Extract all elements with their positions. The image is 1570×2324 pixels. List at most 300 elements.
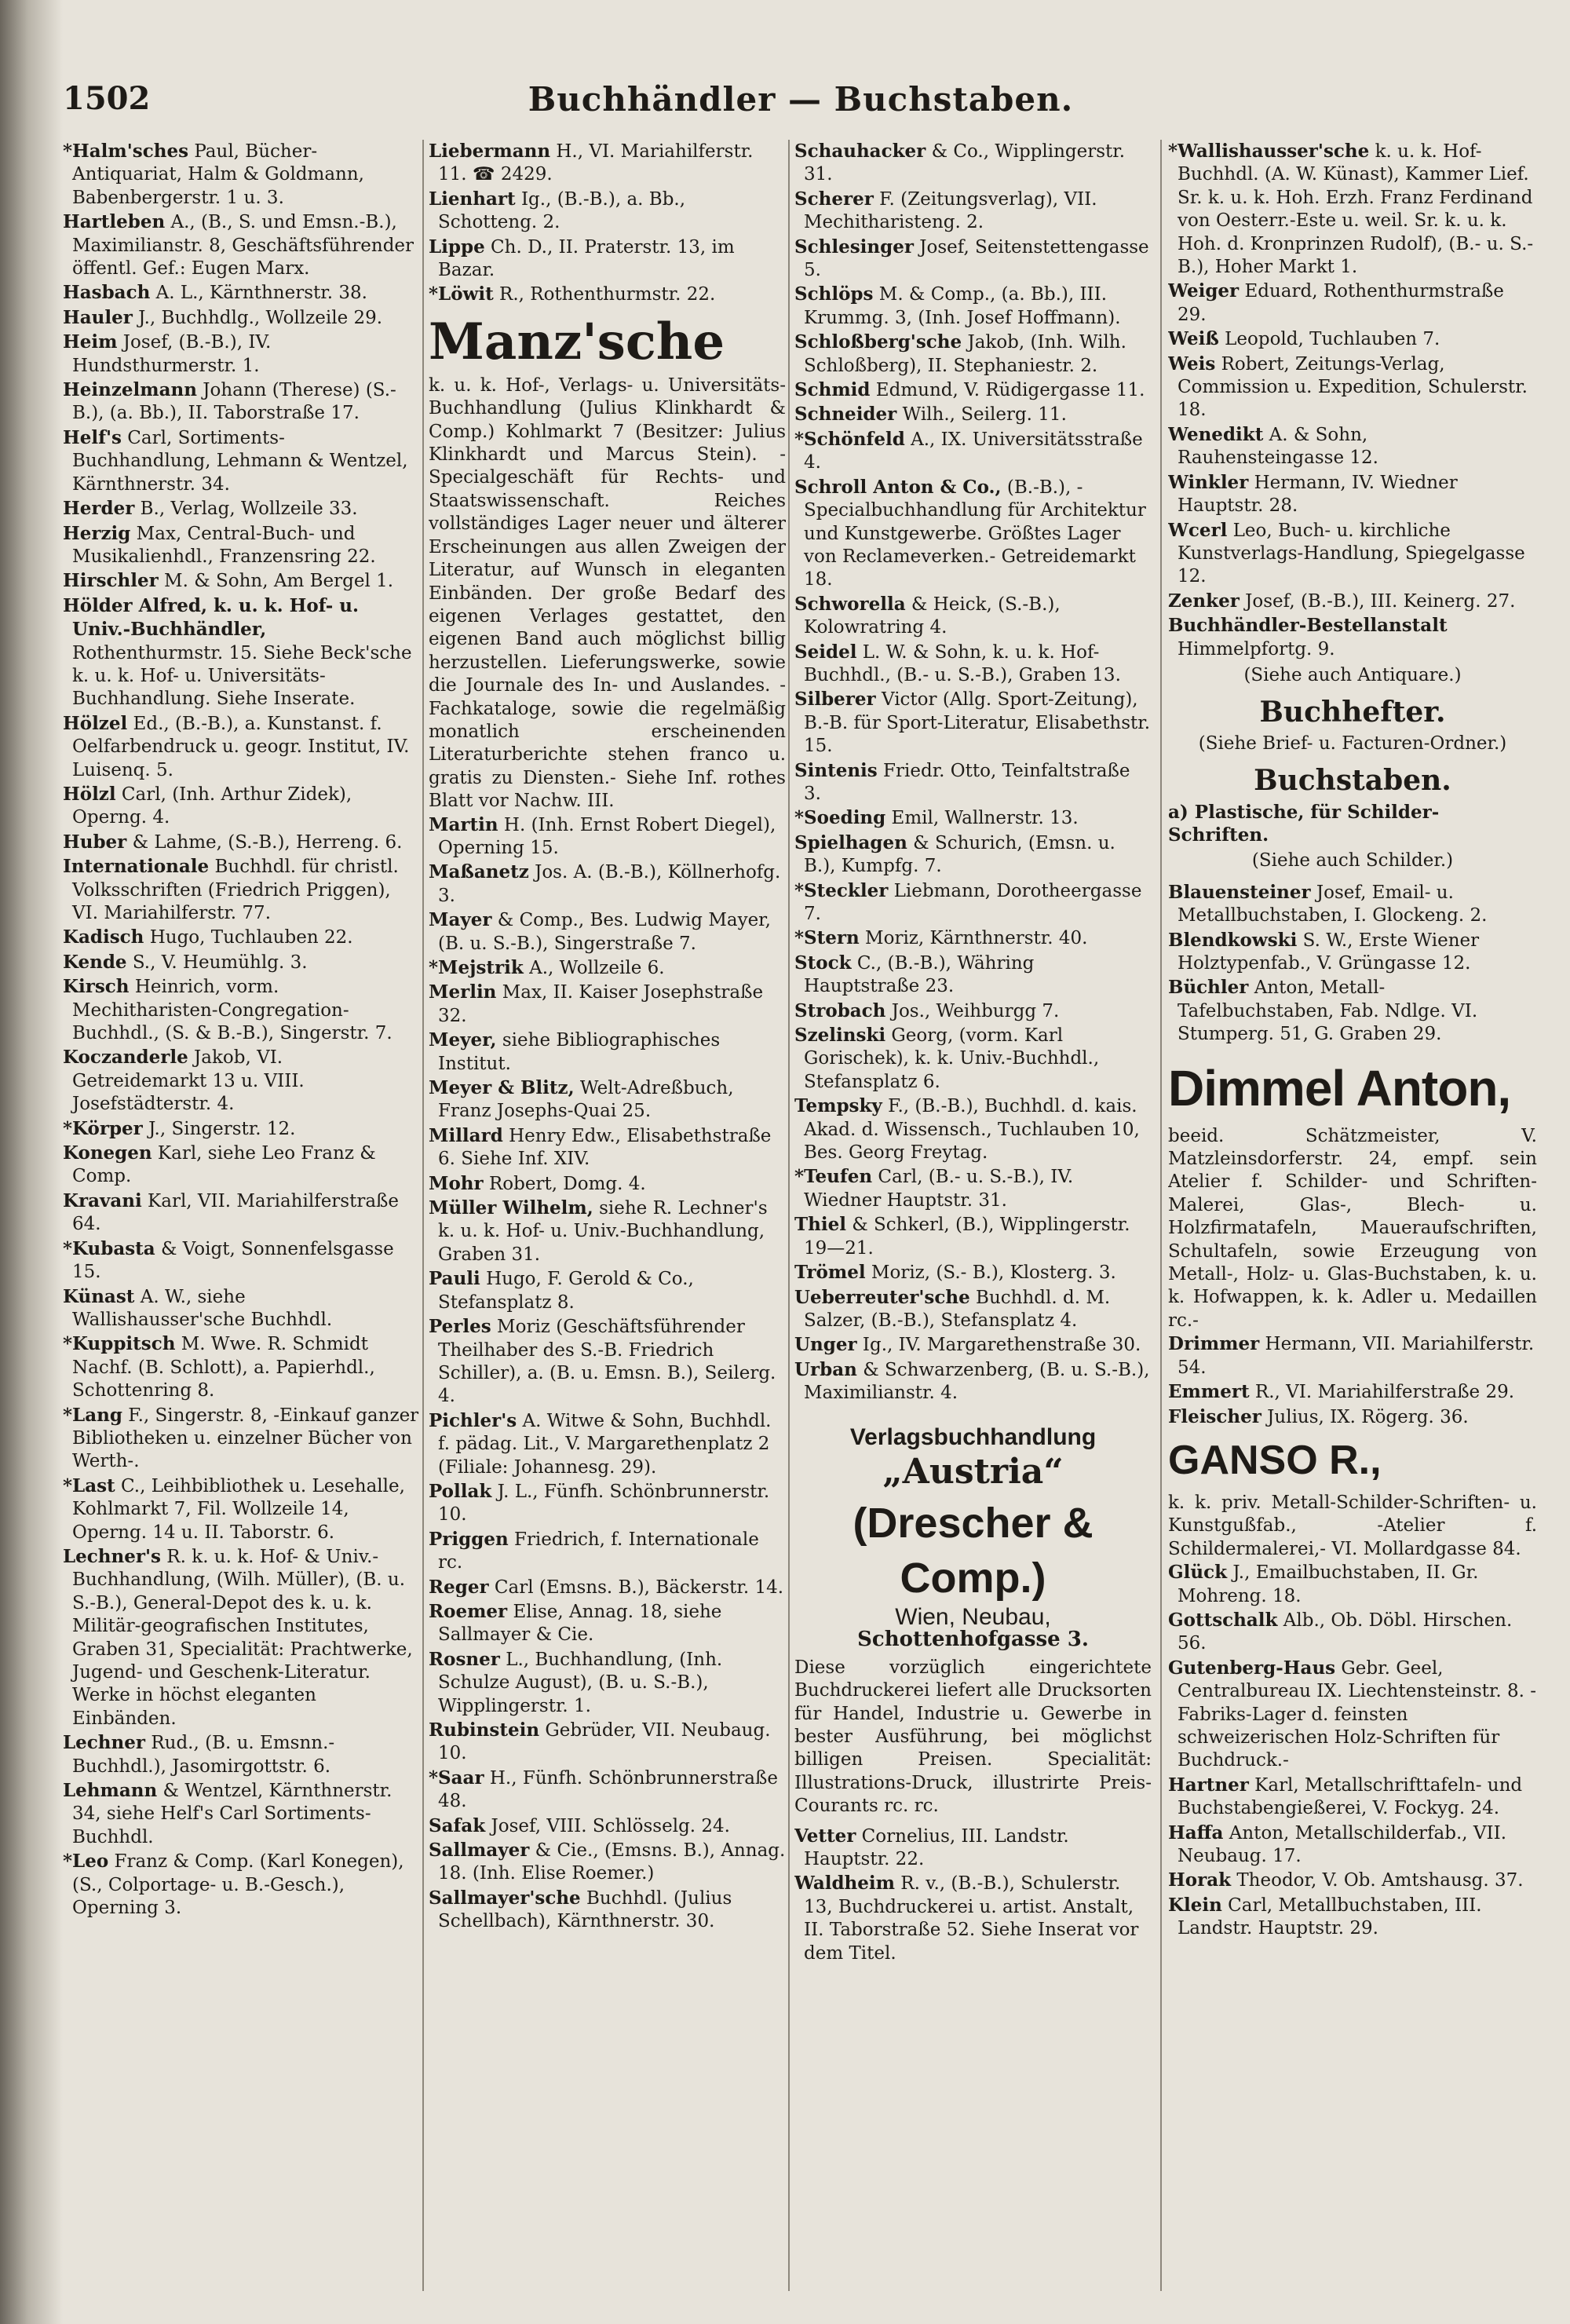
entry-text: & Heick, (S.-B.), Kolowratring 4. (804, 594, 1061, 638)
sub-heading: a) Plastische, für Schilder-Schriften. (1168, 801, 1440, 846)
entry-text: Jakob, (Inh. Wilh. Schloßberg), II. Stephaniestr. 2. (804, 332, 1126, 376)
directory-entry (63, 712, 420, 782)
entry-name: *Leo (63, 1851, 109, 1873)
directory-entry (63, 331, 420, 378)
directory-entry (794, 331, 1152, 378)
entry-text: Carl (Emsns. B.), Bäckerstr. 14. (488, 1577, 784, 1598)
entry-text: Josef, VIII. Schlösselg. 24. (485, 1815, 730, 1836)
directory-entry (794, 641, 1152, 688)
directory-entry (429, 908, 786, 956)
dimmel-advertisement-name: Dimmel Anton, (1168, 1059, 1511, 1116)
entry-text: Max, II. Kaiser Josephstraße 32. (438, 982, 764, 1026)
entry-text: R., Rothenthurmstr. 22. (493, 284, 716, 305)
directory-entry (429, 1528, 786, 1575)
entry-text: Rothenthurmstr. 15. Siehe Beck'sche k. u. k. Hof- u. Universitäts-Buchhandlung. Siehe Inserate. (72, 642, 412, 710)
entry-name: Haffa (1168, 1822, 1224, 1843)
entry-text: F. (Zeitungsverlag), VII. Mechitharisteng. 2. (804, 188, 1097, 233)
directory-entry (1168, 1609, 1537, 1656)
entry-name: Roemer (429, 1600, 508, 1622)
cross-reference: (Siehe Brief- u. Facturen-Ordner.) (1198, 733, 1507, 754)
entry-name: Konegen (63, 1142, 152, 1164)
directory-entry (794, 879, 1152, 926)
entry-name: Fleischer (1168, 1405, 1261, 1427)
directory-entry (1168, 1657, 1537, 1773)
entry-name: Glück (1168, 1562, 1228, 1584)
running-title: Buchhändler — Buchstaben. (528, 80, 1074, 119)
entry-text: Victor (Allg. Sport-Zeitung), B.-B. für Sport-Literatur, Elisabethstr. 15. (804, 689, 1151, 757)
entry-text: Josef, (B.-B.), IV. Hundsthurmerstr. 1. (72, 332, 272, 376)
directory-entry (1168, 140, 1537, 279)
entry-name: Unger (794, 1334, 857, 1356)
entry-name: Hölzl (63, 783, 116, 805)
directory-entry (429, 1029, 786, 1076)
entry-name: Seidel (794, 641, 857, 663)
directory-entry (429, 1124, 786, 1171)
directory-entry (429, 1267, 786, 1314)
entry-name: Meyer & Blitz, (429, 1077, 575, 1099)
entry-text: Carl, (B.- u. S.-B.), IV. Wiedner Hauptstr. 31. (804, 1167, 1074, 1211)
directory-entry (1168, 1332, 1537, 1379)
entry-text: Rud., (B. u. Emsnn.-Buchhdl.), Jasomirgottstr. 6. (72, 1733, 335, 1777)
entry-text: Buchhdl. für christl. Volksschriften (Friedrich Priggen), VI. Mariahilferstr. 77. (72, 857, 399, 923)
entry-name: *Wallishausser'sche (1168, 141, 1370, 162)
directory-entry (63, 1332, 420, 1402)
directory-entry (794, 283, 1152, 330)
page-header (63, 80, 1539, 127)
entry-name: Heinzelmann (63, 379, 197, 401)
entry-name: *Teufen (794, 1166, 873, 1188)
directory-entry (794, 378, 1152, 402)
entry-text: Moriz, (S.- B.), Klosterg. 3. (865, 1262, 1116, 1284)
directory-entry (1168, 353, 1537, 422)
entry-text: C., Leihbibliothek u. Lesehalle, Kohlmarkt 7, Fil. Wollzeile 14, Operng. 14 u. II. Taborstr. 6. (72, 1475, 405, 1543)
entry-text: (B.-B.), -Specialbuchhandlung für Architektur und Kunstgewerbe. Größtes Lager von Reclameverken.- Getreidemarkt 18. (804, 477, 1146, 590)
entry-text: Hugo, F. Gerold & Co., Stefansplatz 8. (438, 1269, 694, 1313)
entry-text: Anton, Metallschilderfab., VII. Neubaug. 17. (1178, 1822, 1507, 1866)
entry-name: Hartner (1168, 1774, 1249, 1796)
entry-text: Robert, Zeitungs-Verlag, Commission u. Expedition, Schulerstr. 18. (1178, 353, 1528, 421)
entry-text: Buchhdl. d. M. Salzer, (B.-B.), Stefansplatz 4. (804, 1287, 1111, 1331)
entry-text: Gebr. Geel, Centralbureau IX. Liechtensteinstr. 8. -Fabriks-Lager d. feinsten schweizerischen Holz-Schriften für Buchdruck.- (1178, 1657, 1536, 1771)
directory-entry (794, 688, 1152, 758)
entry-text: Georg, (vorm. Karl Gorischek), k. k. Univ.-Buchhdl., Stefansplatz 6. (804, 1025, 1100, 1092)
entry-text: Ed., (B.-B.), a. Kunstanst. f. Oelfarbendruck u. geogr. Institut, IV. Luisenq. 5. (72, 713, 410, 780)
entry-text: Leo, Buch- u. kirchliche Kunstverlags-Handlung, Spiegelgasse 12. (1178, 520, 1525, 587)
entry-name: Pichler's (429, 1409, 517, 1431)
directory-entry (429, 1315, 786, 1409)
entry-text: Josef, Seitenstettengasse 5. (804, 236, 1149, 281)
directory-entry (429, 1839, 786, 1886)
entry-name: Maßanetz (429, 861, 529, 883)
entry-text: Welt-Adreßbuch, Franz Josephs-Quai 25. (438, 1078, 734, 1122)
entry-text: Wilh., Seilerg. 11. (896, 404, 1067, 426)
directory-entry (794, 1024, 1152, 1094)
entry-text: H. (Inh. Ernst Robert Diegel), Operning 15. (438, 814, 776, 858)
directory-entry (1168, 423, 1537, 470)
entry-text: F., Singerstr. 8, -Einkauf ganzer Bibliotheken u. einzelner Bücher von Werth-. (72, 1405, 419, 1472)
entry-name: Hasbach (63, 282, 151, 304)
entry-name: Kende (63, 951, 127, 973)
entry-text: Friedrich, f. Internationale rc. (438, 1529, 759, 1573)
entry-text: Anton, Metall-Tafelbuchstaben, Fab. Ndlge. VI. Stumperg. 51, G. Graben 29. (1178, 977, 1478, 1045)
entry-text: Jakob, VI. Getreidemarkt 13 u. VIII. Josefstädterstr. 4. (72, 1047, 305, 1115)
entry-name: Horak (1168, 1869, 1232, 1891)
directory-entry (429, 1409, 786, 1479)
directory-entry (63, 426, 420, 496)
entry-name: Lehmann (63, 1780, 158, 1802)
directory-entry (63, 1237, 420, 1284)
entry-text: S., V. Heumühlg. 3. (126, 952, 308, 973)
entry-name: Hölzel (63, 712, 128, 734)
directory-entry (1168, 519, 1537, 589)
directory-entry (429, 1076, 786, 1124)
directory-entry (429, 1767, 786, 1814)
directory-entry (1168, 1774, 1537, 1821)
entry-text: H., Fünfh. Schönbrunnerstraße 48. (438, 1767, 778, 1812)
page-number: 1502 (63, 80, 151, 117)
directory-entry (63, 855, 420, 925)
ad-line: Verlagsbuchhandlung (849, 1423, 1097, 1450)
entry-name: Sintenis (794, 759, 878, 781)
entry-text: Buchhdl. (Julius Schellbach), Kärnthnerstr. 30. (438, 1887, 732, 1932)
entry-name: Trömel (794, 1262, 866, 1284)
dimmel-advertisement-text: beeid. Schätzmeister, V. Matzleinsdorferstr. 24, empf. sein Atelier f. Schilder- und Schriften-Malerei, Glas-, Blech- u. Holzfirmatafeln, Maueraufschriften, Schultafeln, sowie Erzeugung von Metall-, Holz- u. Glas-Buchstaben, k. u. k. Hofwappen, k. k. Adler u. Medaillen rc.- (1168, 1125, 1537, 1331)
entry-name: Szelinski (794, 1025, 886, 1047)
ad-line: Wien, Neubau, (895, 1603, 1051, 1630)
entry-name: Hirschler (63, 570, 159, 592)
entry-name: *Körper (63, 1117, 143, 1139)
entry-name: Gutenberg-Haus (1168, 1657, 1336, 1679)
entry-name: Zenker (1168, 590, 1240, 612)
entry-text: M. Wwe. R. Schmidt Nachf. (B. Schlott), a. Papierhdl., Schottenring 8. (72, 1334, 375, 1401)
entry-name: Rubinstein (429, 1719, 540, 1741)
directory-entry (429, 956, 786, 980)
directory-entry (429, 236, 786, 283)
entry-name: Schlesinger (794, 236, 914, 258)
directory-entry (63, 1850, 420, 1920)
entry-name: Safak (429, 1814, 486, 1836)
entry-name: Mohr (429, 1172, 484, 1194)
directory-entry (63, 1779, 420, 1849)
entry-name: *Mejstrik (429, 957, 524, 978)
directory-entry (794, 1872, 1152, 1965)
entry-text: Jos. A. (B.-B.), Köllnerhofg. 3. (438, 862, 781, 906)
directory-entry (794, 476, 1152, 592)
entry-name: Helf's (63, 426, 122, 448)
entry-name: Internationale (63, 856, 210, 878)
manz-advertisement: k. u. k. Hof-, Verlags- u. Universitäts-Buchhandlung (Julius Klinkhardt & Comp.) Kohlmarkt 7 (Besitzer: Julius Klinkhardt und Marcus Stein). -Specialgeschäft für Rechts- und Staatswissenschaft. Reiches vollständiges Lager neuer und älterer Erscheinungen aus allen Zweigen der Literatur, auf Wunsch in eleganten Einbänden. Der große Bedarf des eigenen Verlages gestattet, den eigenen Band auch möglichst billig herzustellen. Lieferungswerke, sowie die Journale des In- und Auslandes. -Fachkataloge, sowie die regelmäßig monatlich erscheinenden Literaturberichte stehen franco u. gratis zu Diensten.- Siehe Inf. rothes Blatt vor Nachw. III. (429, 375, 786, 812)
entry-text: A., Wollzeile 6. (523, 958, 665, 978)
entry-text: Karl, VII. Mariahilferstraße 64. (72, 1190, 400, 1235)
directory-entry (63, 1731, 420, 1778)
directory-entry (1168, 929, 1537, 976)
directory-entry (429, 1814, 786, 1838)
directory-entry (794, 188, 1152, 235)
entry-name: Huber (63, 831, 127, 853)
directory-entry (1168, 1380, 1537, 1404)
column-2 (429, 140, 786, 2291)
directory-entry (63, 306, 420, 330)
directory-entry (63, 497, 420, 521)
entry-text: Emil, Wallnerstr. 13. (885, 808, 1079, 829)
directory-entry (429, 1719, 786, 1766)
directory-entry (1168, 976, 1537, 1046)
entry-text: A. W., siehe Wallishausser'sche Buchhdl. (72, 1286, 333, 1330)
entry-list (429, 140, 786, 307)
entry-text: L., Buchhandlung, (Inh. Schulze August), (B. u. S.-B.), Wipplingerstr. 1. (438, 1649, 723, 1716)
directory-entry (1168, 327, 1537, 351)
entry-name: Lippe (429, 236, 485, 258)
entry-text: Jos., Weihburgg 7. (885, 1000, 1060, 1021)
entry-name: Thiel (794, 1214, 846, 1236)
austria-advertisement (794, 1423, 1152, 1818)
entry-list (794, 1825, 1152, 1965)
entry-text: Julius, IX. Rögerg. 36. (1261, 1406, 1469, 1427)
entry-text: R., VI. Mariahilferstraße 29. (1249, 1382, 1515, 1403)
directory-entry (63, 378, 420, 426)
entry-name: Meyer, (429, 1029, 497, 1051)
entry-name: Strobach (794, 999, 886, 1021)
entry-text: Elise, Annag. 18, siehe Sallmayer & Cie. (438, 1601, 722, 1646)
section-heading: Buchhefter. (1259, 696, 1446, 729)
entry-text: M. & Sohn, Am Bergel 1. (158, 571, 394, 592)
directory-entry (429, 861, 786, 908)
directory-entry (429, 283, 786, 306)
column-rule (1160, 140, 1162, 2291)
entry-name: Blendkowski (1168, 929, 1298, 951)
directory-entry (794, 999, 1152, 1023)
directory-entry (794, 1094, 1152, 1164)
entry-text: & Voigt, Sonnenfelsgasse 15. (72, 1238, 394, 1283)
entry-text: J., Singerstr. 12. (142, 1118, 296, 1139)
entry-text: H., VI. Mariahilferstr. 11. ☎ 2429. (438, 141, 754, 185)
entry-name: Spielhagen (794, 831, 907, 853)
entry-name: Liebermann (429, 141, 551, 162)
directory-entry (1168, 1822, 1537, 1869)
entry-name: Priggen (429, 1528, 509, 1550)
entry-name: Büchler (1168, 977, 1249, 999)
entry-text: & Comp., Bes. Ludwig Mayer, (B. u. S.-B.), Singerstraße 7. (438, 910, 771, 954)
directory-entry (63, 1189, 420, 1237)
entry-name: Schauhacker (794, 141, 926, 162)
directory-entry (794, 806, 1152, 830)
entry-list (429, 813, 786, 1934)
entry-list (1168, 140, 1537, 661)
entry-text: siehe Bibliographisches Institut. (438, 1030, 721, 1074)
entry-name: Klein (1168, 1894, 1222, 1916)
entry-text: Eduard, Rothenthurmstraße 29. (1178, 281, 1504, 325)
entry-name: Martin (429, 813, 498, 835)
entry-name: *Kubasta (63, 1237, 155, 1259)
entry-name: *Last (63, 1474, 115, 1496)
ad-line: (Drescher & Comp.) (853, 1499, 1094, 1602)
entry-name: Schneider (794, 404, 897, 426)
entry-name: *Lang (63, 1404, 122, 1426)
directory-entry (794, 403, 1152, 426)
entry-text: Edmund, V. Rüdigergasse 11. (870, 380, 1145, 401)
entry-text: Hermann, IV. Wiedner Hauptstr. 28. (1178, 472, 1458, 517)
entry-name: Waldheim (794, 1873, 895, 1895)
entry-text: C., (B.-B.), Währing Hauptstraße 23. (804, 952, 1035, 997)
entry-text: Paul, Bücher-Antiquariat, Halm & Goldmann, Babenbergerstr. 1 u. 3. (72, 141, 364, 208)
entry-name: Merlin (429, 981, 497, 1003)
directory-entry (429, 140, 786, 187)
entry-text: Max, Central-Buch- und Musikalienhdl., Franzensring 22. (72, 523, 376, 567)
entry-name: Koczanderle (63, 1047, 188, 1069)
entry-text: & Wentzel, Kärnthnerstr. 34, siehe Helf's Carl Sortiments-Buchhdl. (72, 1781, 392, 1847)
entry-text: Hugo, Tuchlauben 22. (144, 927, 353, 948)
entry-text: & Schurich, (Emsn. u. B.), Kumpfg. 7. (804, 832, 1115, 877)
entry-name: Kirsch (63, 976, 130, 998)
entry-text: Theodor, V. Ob. Amtshausg. 37. (1231, 1870, 1524, 1891)
directory-entry (794, 593, 1152, 640)
entry-text: R. v., (B.-B.), Schulerstr. 13, Buchdruckerei u. artist. Anstalt, II. Taborstraße 52. Siehe Inserat vor dem Titel. (804, 1873, 1139, 1964)
directory-entry (1168, 881, 1537, 928)
entry-name: *Löwit (429, 283, 494, 305)
entry-name: *Soeding (794, 807, 886, 829)
directory-entry (429, 1576, 786, 1599)
directory-entry (794, 1333, 1152, 1357)
directory-entry (63, 594, 420, 711)
entry-text: J., Buchhdlg., Wollzeile 29. (132, 307, 383, 328)
directory-entry (794, 428, 1152, 475)
entry-text: A. L., Kärnthnerstr. 38. (150, 283, 367, 304)
entry-name: Hölder Alfred, k. u. k. Hof- u. Univ.-Buchhändler, (63, 594, 360, 641)
directory-entry (1168, 1869, 1537, 1892)
entry-name: Lechner (63, 1732, 146, 1754)
ganso-advertisement-name: GANSO R., (1168, 1437, 1382, 1483)
entry-name: Schlöps (794, 283, 874, 305)
entry-name: Weiß (1168, 328, 1219, 350)
entry-name: *Halm'sches (63, 141, 189, 162)
entry-text: Alb., Ob. Döbl. Hirschen. 56. (1178, 1610, 1513, 1654)
entry-text: A., IX. Universitätsstraße 4. (804, 429, 1143, 473)
manz-heading: Manz'sche (429, 312, 725, 371)
entry-list (794, 140, 1152, 1405)
directory-entry (429, 1600, 786, 1647)
entry-text: A. & Sohn, Rauhensteingasse 12. (1178, 424, 1378, 469)
entry-text: J. L., Fünfh. Schönbrunnerstr. 10. (438, 1481, 770, 1526)
directory-entry (794, 1213, 1152, 1260)
directory-entry (63, 1404, 420, 1474)
entry-name: Lechner's (63, 1545, 161, 1567)
ad-line: Schottenhofgasse 3. (857, 1628, 1089, 1652)
directory-entry (63, 1046, 420, 1116)
entry-text: Gebrüder, VII. Neubaug. 10. (438, 1720, 771, 1764)
entry-text: Josef, (B.-B.), III. Keinerg. 27. (1239, 590, 1516, 612)
directory-entry (794, 759, 1152, 806)
directory-entry (794, 1261, 1152, 1284)
entry-text: siehe R. Lechner's k. u. k. Hof- u. Univ.-Buchhandlung, Graben 31. (438, 1198, 768, 1265)
directory-entry (63, 831, 420, 854)
entry-name: Lienhart (429, 188, 516, 210)
entry-text: Liebmann, Dorotheergasse 7. (804, 880, 1142, 924)
entry-name: *Saar (429, 1767, 484, 1789)
entry-name: Stock (794, 952, 852, 974)
directory-entry (63, 1474, 420, 1544)
entry-name: Drimmer (1168, 1333, 1260, 1355)
entry-name: *Steckler (794, 879, 889, 901)
directory-entry (1168, 614, 1537, 661)
cross-reference: (Siehe auch Schilder.) (1251, 850, 1454, 872)
directory-entry (794, 831, 1152, 879)
directory-entry (63, 1285, 420, 1332)
column-3 (794, 140, 1152, 2291)
entry-text: A. Witwe & Sohn, Buchhdl. f. pädag. Lit., V. Margarethenplatz 2 (Filiale: Johannesg. 29). (438, 1410, 772, 1478)
entry-name: Schloßberg'sche (794, 331, 962, 353)
entry-text: & Co., Wipplingerstr. 31. (804, 141, 1126, 185)
entry-name: Weis (1168, 353, 1216, 375)
entry-text: Ch. D., II. Praterstr. 13, im Bazar. (438, 236, 735, 281)
entry-name: Sallmayer (429, 1840, 530, 1862)
entry-name: Kadisch (63, 926, 144, 948)
entry-text: Ig., IV. Margarethenstraße 30. (856, 1335, 1141, 1356)
entry-text: Carl, Metallbuchstaben, III. Landstr. Hauptstr. 29. (1178, 1895, 1482, 1939)
entry-name: Pauli (429, 1268, 480, 1290)
directory-entry (63, 140, 420, 210)
directory-entry (63, 210, 420, 280)
directory-entry (794, 926, 1152, 950)
entry-name: Herzig (63, 522, 131, 544)
directory-entry (1168, 471, 1537, 518)
entry-name: Buchhändler-Bestellanstalt (1168, 615, 1448, 637)
directory-entry (429, 1480, 786, 1527)
ganso-advertisement-text: k. k. priv. Metall-Schilder-Schriften- u. Kunstgußfab., -Atelier f. Schildermalerei,- VI. Mollardgasse 84. (1168, 1492, 1537, 1559)
directory-entry (429, 981, 786, 1028)
entry-text: R. k. u. k. Hof- & Univ.-Buchhandlung, (Wilh. Müller), (B. u. S.-B.), General-Depot des k. u. k. Militär-geografischen Institutes, Graben 31, Specialität: Prachtwerke, Jugend- und Geschenk-Literatur. Werke in höchst eleganten Einbänden. (72, 1546, 413, 1729)
entry-text: Henry Edw., Elisabethstraße 6. Siehe Inf. XIV. (438, 1125, 772, 1170)
entry-text: Carl, Sortiments-Buchhandlung, Lehmann & Wentzel, Kärnthnerstr. 34. (72, 427, 408, 495)
directory-entry (1168, 280, 1537, 327)
entry-name: Blauensteiner (1168, 881, 1311, 903)
directory-entry (63, 951, 420, 974)
ad-line: „Austria“ (882, 1451, 1064, 1492)
entry-text: & Schwarzenberg, (B. u. S.-B.), Maximilianstr. 4. (804, 1359, 1150, 1404)
entry-name: Reger (429, 1576, 489, 1598)
entry-text: & Cie., (Emsns. B.), Annag. 18. (Inh. Elise Roemer.) (438, 1840, 786, 1884)
entry-name: Schroll Anton & Co., (794, 476, 1002, 498)
directory-entry (1168, 1894, 1537, 1941)
entry-name: Hauler (63, 306, 133, 328)
entry-text: J., Emailbuchstaben, II. Gr. Mohreng. 18. (1178, 1562, 1479, 1606)
entry-text: S. W., Erste Wiener Holztypenfab., V. Grüngasse 12. (1178, 930, 1480, 974)
ad-body: Diese vorzüglich eingerichtete Buchdruckerei liefert alle Drucksorten für Handel, Industrie u. Gewerbe in bester Ausführung, bei möglichst billigen Preisen. Specialität: Illustrations-Druck, illustrirte Preis-Courants rc. rc. (794, 1657, 1152, 1817)
directory-entry (794, 140, 1152, 187)
entry-text: Moriz (Geschäftsführender Theilhaber des S.-B. Friedrich Schiller), a. (B. u. Emsn. B.), Seilerg. 4. (438, 1317, 776, 1407)
directory-entry (63, 1142, 420, 1189)
entry-name: Müller Wilhelm, (429, 1197, 593, 1219)
entry-text: L. W. & Sohn, k. u. k. Hof-Buchhdl., (B.- u. S.-B.), Graben 13. (804, 641, 1121, 685)
entry-name: Schmid (794, 379, 871, 401)
entry-text: Karl, siehe Leo Franz & Comp. (72, 1143, 376, 1187)
directory-entry (429, 1887, 786, 1934)
entry-name: *Kuppitsch (63, 1333, 176, 1355)
directory-entry (794, 1165, 1152, 1212)
column-rule (422, 140, 424, 2291)
entry-text: Johann (Therese) (S.-B.), (a. Bb.), II. Taborstraße 17. (72, 380, 396, 424)
directory-entry (63, 281, 420, 305)
entry-text: & Lahme, (S.-B.), Herreng. 6. (126, 831, 403, 853)
entry-text: Moriz, Kärnthnerstr. 40. (859, 928, 1088, 949)
entry-text: Carl, (Inh. Arthur Zidek), Operng. 4. (72, 784, 352, 828)
directory-entry (63, 1117, 420, 1141)
entry-text: Cornelius, III. Landstr. Hauptstr. 22. (804, 1825, 1069, 1869)
entry-name: *Schönfeld (794, 428, 905, 450)
directory-entry (63, 569, 420, 593)
entry-name: Emmert (1168, 1381, 1250, 1403)
column-4 (1168, 140, 1537, 2291)
entry-name: Winkler (1168, 471, 1249, 493)
